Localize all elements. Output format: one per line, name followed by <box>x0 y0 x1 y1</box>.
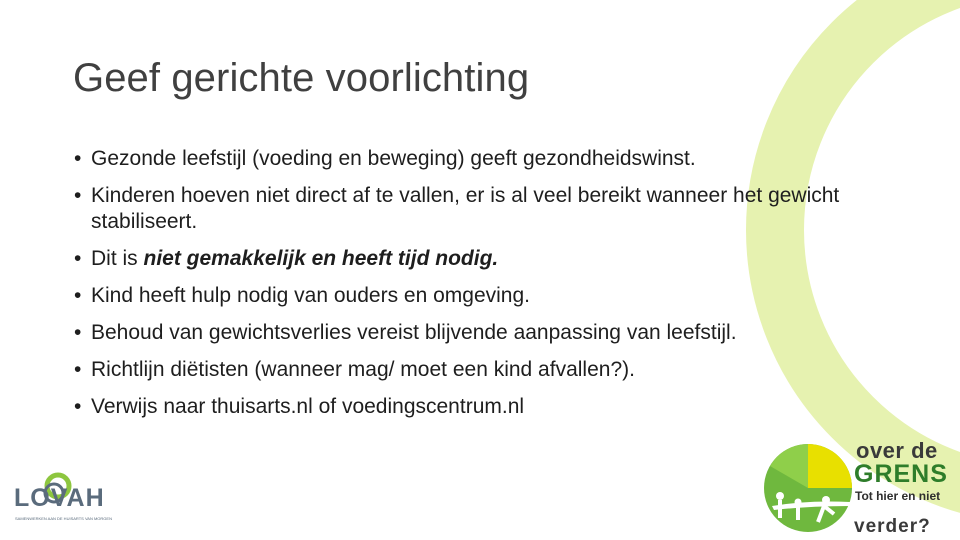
list-item: • Kind heeft hulp nodig van ouders en omgeving. <box>74 284 530 307</box>
bullet-icon: • <box>74 358 82 381</box>
odg-line-over-de: over de <box>856 438 938 463</box>
bullet-icon: • <box>74 395 82 418</box>
bullet-icon: • <box>74 184 82 207</box>
odg-line-grens: GRENS <box>854 460 948 488</box>
bullet-icon: • <box>74 284 82 307</box>
bullet-icon: • <box>74 147 82 170</box>
slide-title: Geef gerichte voorlichting <box>73 56 530 100</box>
list-item: • Dit is niet gemakkelijk en heeft tijd nodig. <box>74 247 499 270</box>
emphasis-text: niet gemakkelijk en heeft tijd nodig. <box>143 247 499 270</box>
lovah-wordmark: LOVAH <box>14 484 105 512</box>
list-item: • Kinderen hoeven niet direct af te vallen, er is al veel bereikt wanneer het gewicht stabiliseert. <box>74 184 840 233</box>
bullet-icon: • <box>74 321 82 344</box>
over-de-grens-emblem-icon <box>762 436 854 536</box>
over-de-grens-logo <box>762 436 958 536</box>
list-item: • Richtlijn diëtisten (wanneer mag/ moet een kind afvallen?). <box>74 358 635 381</box>
list-item: • Gezonde leefstijl (voeding en beweging) geeft gezondheidswinst. <box>74 147 696 170</box>
list-item: • Verwijs naar thuisarts.nl of voedingscentrum.nl <box>74 395 525 418</box>
list-item: • Behoud van gewichtsverlies vereist blijvende aanpassing van leefstijl. <box>74 321 737 344</box>
lovah-logo <box>14 466 114 526</box>
odg-tagline: Tot hier en niet <box>855 489 941 503</box>
bullet-list <box>74 146 904 431</box>
lovah-subtitle: SAMENWERKEN AAN DE HUISARTS VAN MORGEN <box>15 516 112 521</box>
odg-line-verder: verder? <box>854 516 931 537</box>
bullet-icon: • <box>74 247 82 270</box>
